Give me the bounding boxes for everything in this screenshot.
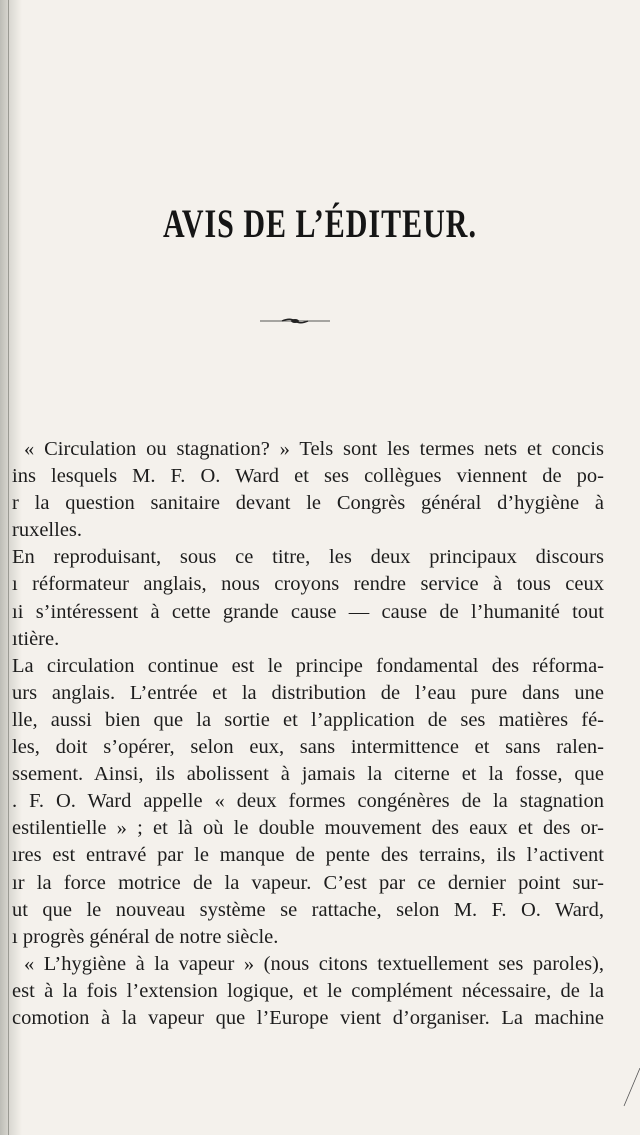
text-line: « L’hygiène à la vapeur » (nous citons textuellement ses paroles), — [24, 952, 604, 975]
text-line: r la question sanitaire devant le Congrès général d’hygiène à — [12, 492, 604, 515]
text-line: urs anglais. L’entrée et la distribution de l’eau pure dans une — [12, 681, 604, 704]
text-line: comotion à la vapeur que l’Europe vient d’organiser. La machine — [12, 1006, 604, 1029]
text-line: les, doit s’opérer, selon eux, sans intermittence et sans ralen- — [12, 736, 604, 759]
text-line: ut que le nouveau système se rattache, selon M. F. O. Ward, — [12, 898, 604, 921]
text-line: ır la force motrice de la vapeur. C’est par ce dernier point sur- — [12, 871, 604, 894]
text-line: « Circulation ou stagnation? » Tels sont les termes nets et concis — [24, 438, 604, 460]
text-line: ıres est entravé par le manque de pente des terrains, ils l’activent — [12, 844, 604, 867]
text-line: ıtière. — [12, 627, 60, 650]
text-line: lle, aussi bien que la sortie et l’application de ses matières fé- — [12, 708, 604, 731]
text-line: ı progrès général de notre siècle. — [12, 925, 279, 948]
text-line: ins lesquels M. F. O. Ward et ses collègues viennent de po- — [12, 465, 604, 488]
page-heading: AVIS DE L’ÉDITEUR. — [163, 202, 477, 247]
text-line: . F. O. Ward appelle « deux formes congénères de la stagnation — [12, 790, 604, 813]
page-edge-mark — [620, 1068, 640, 1108]
ornament-rule — [260, 318, 330, 324]
text-line: La circulation continue est le principe fondamental des réforma- — [12, 654, 604, 677]
text-line: ı réformateur anglais, nous croyons rendre service à tous ceux — [12, 573, 604, 596]
text-line: ruxelles. — [12, 519, 83, 542]
text-line: est à la fois l’extension logique, et le complément nécessaire, de la — [12, 979, 604, 1002]
text-line: ıi s’intéressent à cette grande cause — cause de l’humanité tout — [12, 600, 604, 623]
text-line: ssement. Ainsi, ils abolissent à jamais la citerne et la fosse, que — [12, 763, 604, 786]
text-line: estilentielle » ; et là où le double mouvement des eaux et des or- — [12, 817, 604, 840]
text-line: En reproduisant, sous ce titre, les deux principaux discours — [12, 546, 604, 569]
body-text — [4, 436, 604, 1032]
